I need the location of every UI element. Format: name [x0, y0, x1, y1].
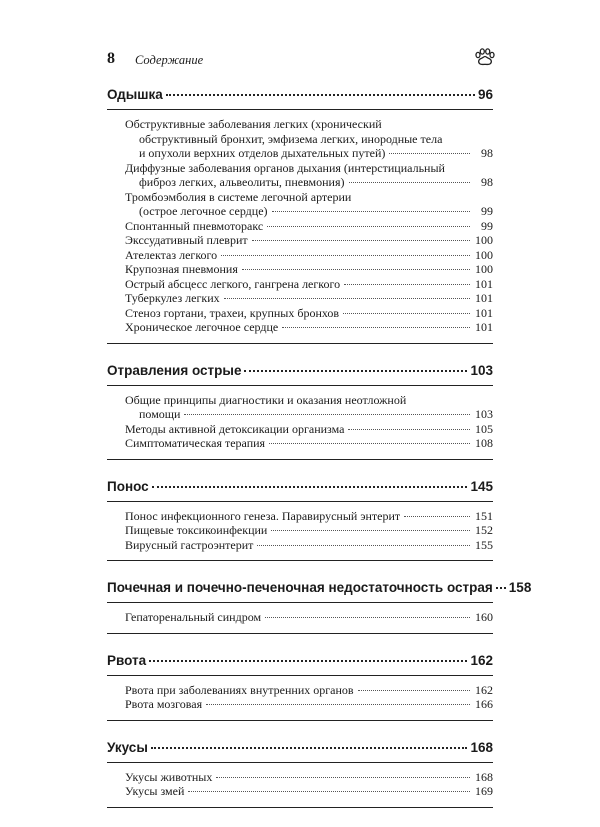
subentry-page-number: 160 — [475, 610, 493, 624]
chapter-title: Почечная и почечно-печеночная недостаточность острая — [107, 580, 493, 595]
toc-chapter-entry[interactable] — [107, 653, 493, 676]
toc-subentry[interactable] — [125, 393, 493, 422]
subentry-title-line: фиброз легких, альвеолиты, пневмония) — [139, 175, 345, 189]
subentry-page-number: 100 — [475, 262, 493, 276]
subentry-page-number: 98 — [481, 175, 493, 189]
subentry-title-line: Понос инфекционного генеза. Паравирусный энтерит — [125, 508, 401, 523]
subentry-page-number: 103 — [475, 407, 493, 421]
chapter-title: Укусы — [107, 739, 148, 755]
chapter-title: Одышка — [107, 87, 163, 102]
toc-subentry[interactable] — [125, 306, 493, 321]
dot-leader — [242, 269, 470, 270]
toc-subentries — [107, 770, 493, 799]
subentry-page-number: 152 — [475, 523, 493, 537]
subentry-page-number: 100 — [475, 233, 493, 247]
subentry-title-line: Спонтанный пневмоторакс — [125, 218, 264, 233]
dot-leader — [269, 443, 470, 444]
subentry-title-line: Туберкулез легких — [125, 291, 220, 305]
subentry-title-line: Крупозная пневмония — [125, 262, 238, 276]
toc-subentry[interactable] — [125, 291, 493, 306]
toc-section — [107, 363, 493, 460]
subentry-title-line: помощи — [139, 407, 181, 421]
dot-leader — [389, 153, 470, 154]
toc-subentry[interactable] — [125, 262, 493, 277]
dot-leader — [257, 545, 470, 546]
subentry-page-number: 99 — [481, 218, 493, 233]
subentry-page-number: 101 — [475, 320, 493, 334]
dot-leader — [221, 255, 470, 256]
toc-subentry[interactable] — [125, 422, 493, 437]
subentry-page-number: 155 — [475, 537, 493, 552]
chapter-title: Понос — [107, 478, 149, 494]
paw-icon — [473, 46, 497, 70]
chapter-title: Рвота — [107, 652, 147, 668]
dot-leader — [349, 182, 471, 183]
toc-section — [107, 87, 493, 344]
running-header — [107, 50, 499, 74]
dot-leader — [151, 747, 468, 749]
chapter-page-number: 103 — [470, 362, 493, 378]
dot-leader — [348, 429, 470, 430]
subentry-page-number: 101 — [475, 305, 493, 320]
toc-chapter-entry[interactable] — [107, 363, 493, 386]
subentry-title-line: Ателектаз легкого — [125, 247, 218, 262]
toc-chapter-entry[interactable] — [107, 87, 493, 110]
subentry-title-line: Укусы змей — [125, 784, 185, 798]
toc-subentry[interactable] — [125, 683, 493, 698]
toc-subentry[interactable] — [125, 784, 493, 799]
dot-leader — [282, 327, 470, 328]
toc-subentry[interactable] — [125, 277, 493, 292]
running-title: Содержание — [135, 53, 204, 67]
toc-subentry[interactable] — [125, 523, 493, 538]
dot-leader — [272, 211, 470, 212]
dot-leader — [152, 486, 468, 488]
dot-leader — [252, 240, 470, 241]
chapter-page-number: 158 — [508, 580, 532, 595]
dot-leader — [244, 370, 467, 372]
toc-section — [107, 653, 493, 721]
toc-subentries — [107, 393, 493, 451]
subentry-page-number: 108 — [475, 436, 493, 450]
subentry-page-number: 105 — [475, 421, 493, 436]
toc-subentries — [107, 117, 493, 335]
subentry-title-line: Гепаторенальный синдром — [125, 610, 262, 624]
subentry-page-number: 101 — [475, 291, 493, 305]
dot-leader — [496, 587, 506, 589]
chapter-page-number: 96 — [477, 87, 493, 102]
dot-leader — [344, 284, 470, 285]
subentry-title-line: Обструктивные заболевания легких (хронический — [125, 117, 382, 131]
toc-subentry[interactable] — [125, 320, 493, 335]
subentry-title-line: Укусы животных — [125, 769, 213, 784]
dot-leader — [404, 516, 470, 517]
table-of-contents — [107, 87, 532, 827]
toc-subentry[interactable] — [125, 219, 493, 234]
subentry-page-number: 162 — [475, 682, 493, 697]
dot-leader — [216, 777, 470, 778]
toc-subentry[interactable] — [125, 770, 493, 785]
subentry-title-line: (острое легочное сердце) — [139, 204, 268, 218]
toc-chapter-entry[interactable] — [107, 479, 493, 502]
dot-leader — [343, 313, 470, 314]
dot-leader — [166, 94, 475, 96]
subentry-title-line: Стеноз гортани, трахеи, крупных бронхов — [125, 305, 340, 320]
toc-subentries — [107, 610, 493, 625]
dot-leader — [265, 617, 470, 618]
toc-subentry[interactable] — [125, 248, 493, 263]
toc-subentry[interactable] — [125, 538, 493, 553]
toc-subentry[interactable] — [125, 509, 493, 524]
subentry-title-line: Рвота мозговая — [125, 697, 203, 711]
subentry-page-number: 169 — [475, 784, 493, 798]
subentry-title-line: Хроническое легочное сердце — [125, 320, 279, 334]
toc-subentry[interactable] — [125, 117, 493, 161]
subentry-page-number: 100 — [475, 247, 493, 262]
toc-subentries — [107, 683, 493, 712]
subentry-title-line: Вирусный гастроэнтерит — [125, 537, 254, 552]
subentry-title-line: Методы активной детоксикации организма — [125, 421, 345, 436]
dot-leader — [206, 704, 470, 705]
toc-section — [107, 580, 532, 634]
dot-leader — [358, 690, 470, 691]
subentry-title-line: Экссудативный плеврит — [125, 233, 248, 247]
subentry-page-number: 168 — [475, 769, 493, 784]
subentry-title-line: Общие принципы диагностики и оказания неотложной — [125, 392, 407, 407]
dot-leader — [224, 298, 470, 299]
subentry-title-line: Симптоматическая терапия — [125, 436, 266, 450]
dot-leader — [149, 660, 467, 662]
dot-leader — [267, 226, 470, 227]
toc-chapter-entry[interactable] — [107, 740, 493, 763]
subentry-page-number: 166 — [475, 697, 493, 711]
toc-subentry[interactable] — [125, 233, 493, 248]
subentry-title-line: Пищевые токсикоинфекции — [125, 523, 268, 537]
page-number: 8 — [107, 50, 115, 67]
chapter-page-number: 162 — [470, 652, 493, 668]
subentry-page-number: 151 — [475, 508, 493, 523]
subentry-page-number: 99 — [481, 204, 493, 218]
subentry-title-line: и опухоли верхних отделов дыхательных путей) — [139, 146, 386, 160]
toc-subentry[interactable] — [125, 436, 493, 451]
toc-subentry[interactable] — [125, 190, 493, 219]
dot-leader — [188, 791, 470, 792]
subentry-page-number: 98 — [481, 146, 493, 160]
subentry-title-line: Острый абсцесс легкого, гангрена легкого — [125, 276, 341, 291]
subentry-page-number: 101 — [475, 276, 493, 291]
toc-subentry[interactable] — [125, 161, 493, 190]
toc-subentry[interactable] — [125, 610, 493, 625]
chapter-page-number: 145 — [470, 478, 493, 494]
toc-subentry[interactable] — [125, 697, 493, 712]
toc-section — [107, 479, 493, 562]
subentry-title-line: Рвота при заболеваниях внутренних органов — [125, 682, 354, 697]
toc-chapter-entry[interactable] — [107, 580, 532, 603]
subentry-title-line: Диффузные заболевания органов дыхания (интерстициальный — [125, 160, 445, 175]
toc-subentries — [107, 509, 493, 553]
dot-leader — [184, 414, 470, 415]
subentry-title-line: Тромбоэмболия в системе легочной артерии — [125, 189, 352, 204]
chapter-title: Отравления острые — [107, 362, 242, 378]
chapter-page-number: 168 — [470, 739, 493, 755]
dot-leader — [271, 530, 470, 531]
subentry-title-line: обструктивный бронхит, эмфизема легких, инородные тела — [139, 131, 443, 146]
